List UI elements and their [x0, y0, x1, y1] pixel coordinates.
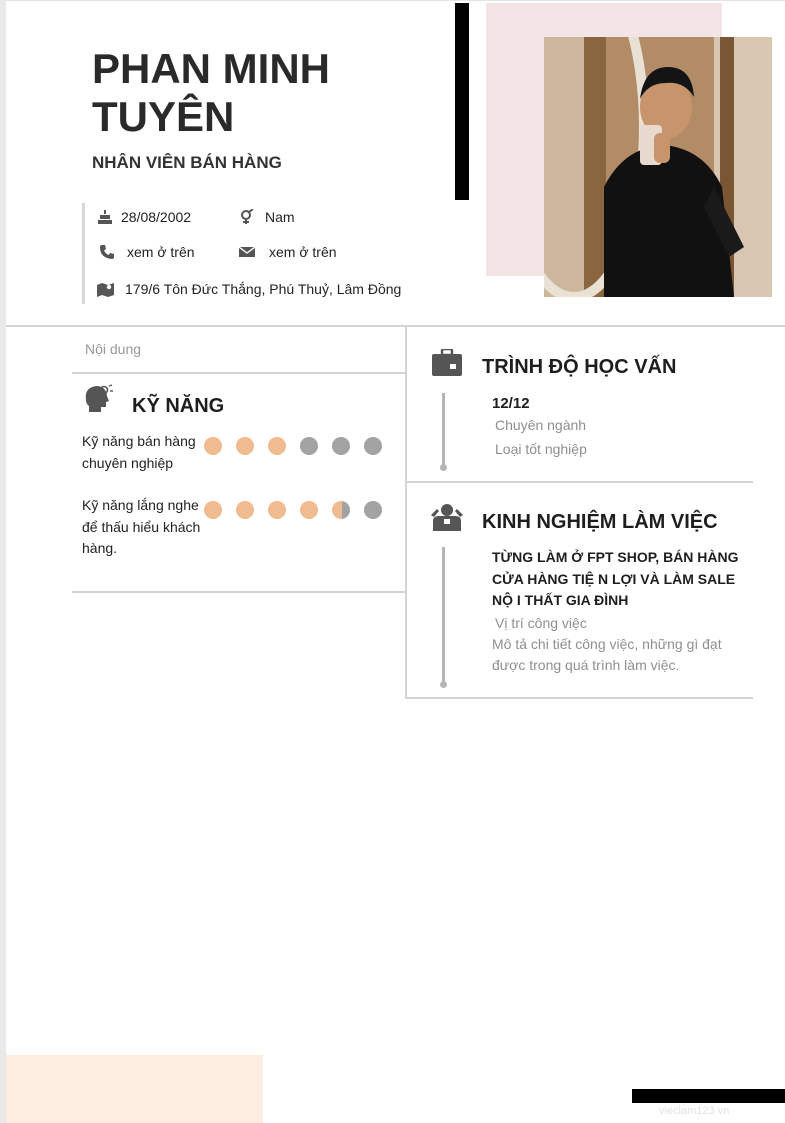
experience-timeline [442, 547, 445, 684]
birthday-cake-icon [97, 209, 113, 225]
employee-icon [431, 503, 463, 531]
skill-2-rating [204, 501, 382, 519]
map-icon [97, 281, 115, 297]
job-title: NHÂN VIÊN BÁN HÀNG [92, 153, 282, 172]
skill-1-rating [204, 437, 382, 455]
gender-icon [239, 209, 255, 225]
candidate-name: PHAN MINH TUYÊN [92, 45, 330, 140]
education-grade: Loại tốt nghiệp [495, 441, 587, 457]
black-decor-bar [455, 3, 469, 200]
right-divider-top [407, 481, 753, 483]
gender-item [239, 209, 295, 225]
phone-item [99, 244, 195, 260]
left-divider-bottom [72, 591, 406, 593]
address-item [97, 281, 401, 297]
watermark: vieclam123.vn [659, 1105, 730, 1117]
education-major: Chuyên ngành [495, 417, 587, 433]
education-title: TRÌNH ĐỘ HỌC VẤN [482, 356, 677, 378]
skills-title: KỸ NĂNG [132, 395, 225, 417]
column-divider [405, 327, 407, 699]
birthday-text: 28/08/2002 [121, 209, 192, 225]
experience-timeline-dot [440, 681, 447, 688]
placeholder-text: Nội dung [85, 341, 142, 357]
skill-1-dot-1 [204, 437, 222, 455]
education-school: 12/12 [492, 395, 530, 412]
phone-text: xem ở trên [127, 244, 195, 260]
skill-2-dot-2 [236, 501, 254, 519]
skill-2-dot-1 [204, 501, 222, 519]
peach-decor-block [6, 1055, 263, 1123]
skill-1-dot-3 [268, 437, 286, 455]
email-text: xem ở trên [269, 244, 337, 260]
experience-description: Mô tả chi tiết công việc, những gì đạt được trong quá trình làm việc. [492, 636, 722, 673]
experience-title: KINH NGHIỆM LÀM VIỆC [482, 511, 718, 533]
header-divider [6, 325, 785, 327]
experience-company: TỪNG LÀM Ở FPT SHOP, BÁN HÀNG CỬA HÀNG TIỆ N LỢI VÀ LÀM SALE NỘ I THẤT GIA ĐÌNH [492, 549, 739, 608]
personal-info [82, 203, 442, 304]
skill-1-dot-4 [300, 437, 318, 455]
skill-1-name: Kỹ năng bán hàng chuyên nghiệp [82, 433, 196, 471]
birthday-item [97, 209, 191, 225]
phone-icon [99, 244, 115, 260]
mail-icon [239, 246, 255, 258]
skill-1-dot-6 [364, 437, 382, 455]
email-item [239, 244, 337, 260]
skill-2-dot-6 [364, 501, 382, 519]
skill-1-dot-5 [332, 437, 350, 455]
profile-photo [544, 37, 772, 297]
skill-2-dot-4 [300, 501, 318, 519]
skill-2-dot-5 [332, 501, 350, 519]
footer-black-bar [632, 1089, 785, 1103]
address-text: 179/6 Tôn Đức Thắng, Phú Thuỷ, Lâm Đồng [125, 281, 402, 297]
skills-head-icon [82, 382, 114, 414]
right-divider-bottom [407, 697, 753, 699]
briefcase-icon [432, 349, 462, 376]
experience-position: Vị trí công việc [495, 615, 587, 631]
education-timeline-dot [440, 464, 447, 471]
education-timeline [442, 393, 445, 467]
skill-1-dot-2 [236, 437, 254, 455]
skill-2-dot-3 [268, 501, 286, 519]
skill-2-name: Kỹ năng lắng nghe để thấu hiểu khách hàng. [82, 497, 201, 556]
gender-text: Nam [265, 209, 295, 225]
left-divider-top [72, 372, 406, 374]
